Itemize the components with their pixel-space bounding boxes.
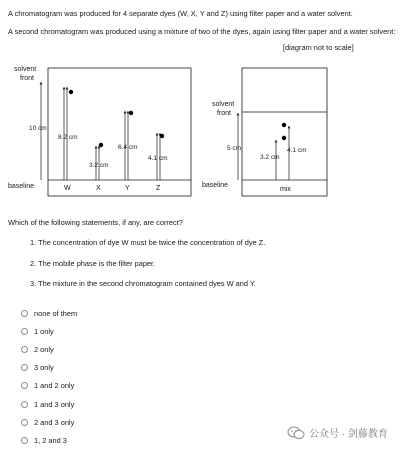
statement-list [30,238,265,300]
chromatogram-2 [202,68,327,196]
paper-rect-1 [48,68,191,196]
intro-line-2: A second chromatogram was produced using a mixture of two of the dyes, again using filter paper and a water solvent: [8,27,396,36]
front-distance-label-1: 10 cm [29,125,47,132]
dye-w-spot [69,90,73,94]
dye-w-label: W [64,185,71,192]
front-distance-label-2: 5 cm [227,145,242,152]
dye-w-distance: 8.2 cm [58,134,78,141]
mix-distance-long: 4.1 cm [287,147,307,154]
question-text: Which of the following statements, if any, are correct? [8,218,183,227]
chromatogram-1 [8,66,191,196]
dye-z-spot [160,134,164,138]
statement-item: 1. The concentration of dye W must be twice the concentration of dye Z. [30,238,266,247]
radio-button[interactable] [21,346,28,353]
option-1-only[interactable] [21,322,77,340]
option-label: 2 and 3 only [34,417,75,427]
option-1-2-and-3[interactable] [21,431,77,449]
solvent-front-label-2b: front [217,110,232,117]
wechat-icon [287,426,305,440]
radio-button[interactable] [21,310,28,317]
statement-item: 2. The mobile phase is the filter paper. [30,258,156,268]
dye-x [89,143,109,192]
mix-label: mix [280,186,291,193]
radio-button[interactable] [21,419,28,426]
chromatogram-diagram [0,55,419,205]
paper-rect-2 [242,68,327,196]
dye-y-label: Y [125,185,130,192]
radio-button[interactable] [21,401,28,408]
dye-x-label: X [96,185,101,192]
dye-z-label: Z [156,185,161,192]
mix-spot-lower [282,136,286,140]
solvent-front-label-1a: solvent [14,66,37,73]
mix-spot-upper [282,123,286,127]
option-label: none of them [34,308,78,318]
option-3-only[interactable] [21,359,77,377]
baseline-label-2: baseline [202,182,229,189]
dye-y-spot [129,111,133,115]
statement-item: 3. The mixture in the second chromatogram contained dyes W and Y. [30,279,256,288]
radio-button[interactable] [21,328,28,335]
dye-z [148,134,168,192]
option-1-and-2-only[interactable] [21,377,77,395]
intro-line-1: A chromatogram was produced for 4 separate dyes (W, X, Y and Z) using filter paper and a water solvent. [8,9,353,18]
answer-options [21,304,77,450]
radio-button[interactable] [21,437,28,444]
option-2-and-3-only[interactable] [21,413,77,431]
dye-y-distance: 6.4 cm [118,144,138,151]
option-label: 1 and 3 only [34,399,75,409]
solvent-front-label-1b: front [20,75,35,82]
dye-x-spot [99,143,103,147]
dye-z-distance: 4.1 cm [148,155,168,162]
option-label: 1 only [34,326,54,336]
option-label: 1 and 2 only [34,381,75,391]
watermark-text: 公众号 · 剑藤教育 [309,429,388,440]
baseline-label-1: baseline [8,183,35,190]
radio-button[interactable] [21,382,28,389]
option-label: 2 only [34,344,54,354]
dye-x-distance: 3.2 cm [89,162,109,169]
option-1-and-3-only[interactable] [21,395,77,413]
dye-w [58,88,78,192]
option-label: 1, 2 and 3 [34,435,67,445]
radio-button[interactable] [21,364,28,371]
mix-distance-short: 3.2 cm [260,154,280,161]
option-none-of-them[interactable] [21,304,77,322]
diagram-note: [diagram not to scale] [283,43,354,52]
watermark [287,425,388,440]
option-2-only[interactable] [21,340,77,358]
solvent-front-label-2a: solvent [212,101,235,108]
option-label: 3 only [34,363,54,373]
